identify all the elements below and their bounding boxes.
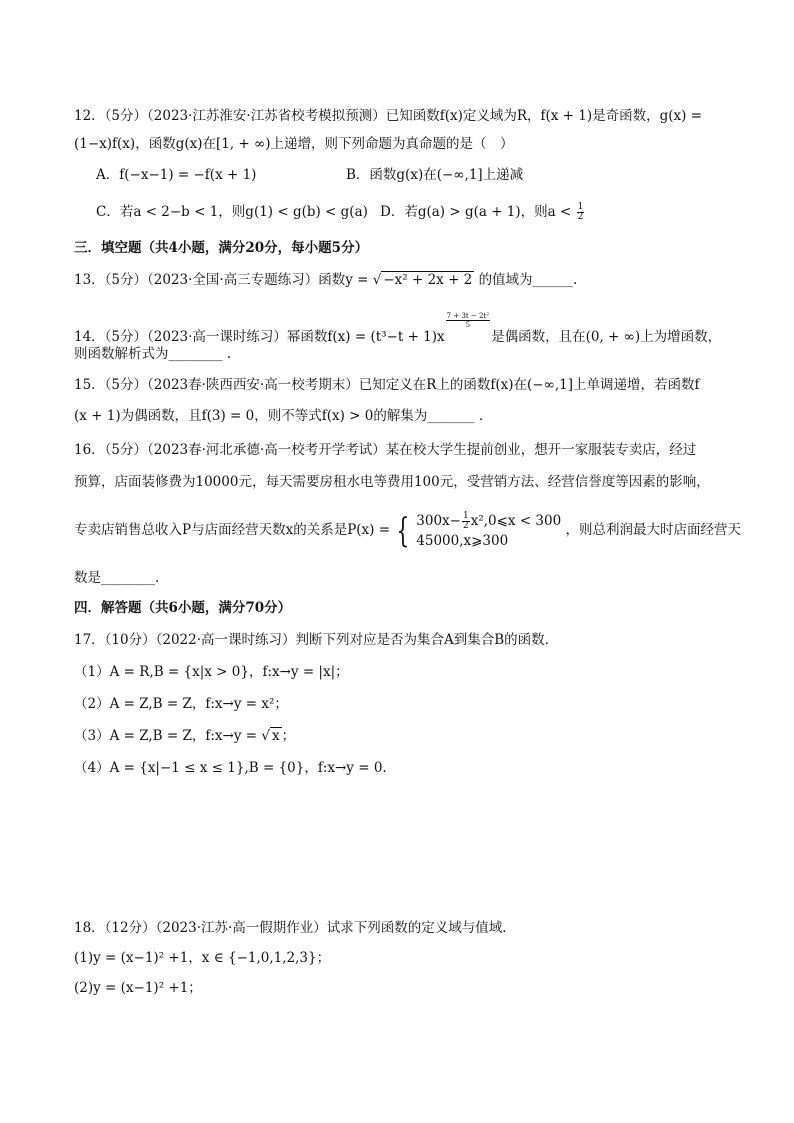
q12-option-b: B．函数g(x)在(−∞,1]上递减 [346, 167, 524, 183]
q16-line3-post: ，则总利润最大时店面经营天 [565, 522, 741, 538]
q15-line1: 15．（5分）（2023春·陕西西安·高一校考期末）已知定义在R上的函数f(x)在(−∞,1]上单调递增，若函数f [74, 377, 700, 393]
q14-line2: 则函数解析式为________ . [74, 346, 232, 362]
q17-part3 [74, 726, 734, 746]
sqrt-icon: √ [372, 272, 382, 288]
q17-part3-post: ； [281, 728, 296, 744]
q18-part1: (1)y = (x−1)² +1，x ∈ {−1,0,1,2,3}； [74, 950, 331, 966]
q17-title: 17．（10分）（2022·高一课时练习）判断下列对应是否为集合A到集合B的函数． [74, 632, 559, 648]
fraction-denominator: 2 [577, 212, 584, 222]
q17-part3-radicand: x [271, 728, 280, 744]
q18-part2: (2)y = (x−1)² +1； [74, 980, 202, 996]
q12-option-c: C．若a < 2−b < 1，则g(1) < g(b) < g(a) [96, 204, 368, 220]
exponent-denominator: 5 [465, 321, 471, 329]
q14 [74, 312, 734, 347]
sqrt-icon: √ [261, 728, 270, 744]
q14-exponent [446, 312, 490, 329]
q16-case1-fraction [462, 512, 470, 531]
q12-option-d-fraction [577, 203, 585, 222]
q15-line2: (x + 1)为偶函数，且f(3) = 0，则不等式f(x) > 0的解集为_______ . [74, 408, 484, 424]
q16-line1: 16．（5分）（2023春·河北承德·高一校考开学考试）某在校大学生提前创业，想开一家服装专卖店，经过 [74, 442, 697, 458]
q16-line3-text: 专卖店销售总收入P与店面经营天数x的关系是P(x) = [74, 522, 391, 538]
q12-line2: (1−x)f(x)，函数g(x)在[1, + ∞)上递增，则下列命题为真命题的是（ ） [74, 136, 514, 152]
q17-part2: （2）A = Z,B = Z，f:x→y = x²； [74, 696, 288, 712]
q14-text-post: 是偶函数，且在(0, + ∞)上为增函数， [491, 329, 722, 345]
q16-case1 [416, 511, 561, 531]
q13-radicand: −x² + 2x + 2 [383, 272, 473, 288]
q12-option-a: A．f(−x−1) = −f(x + 1) [96, 167, 257, 183]
fraction-numerator: 1 [577, 202, 584, 212]
exponent-numerator: 7 + 3t − 2t² [446, 312, 490, 320]
q16-line3 [74, 508, 741, 552]
q16-case1-b: x²,0⩽x < 300 [470, 512, 562, 529]
q17-part1: （1）A = R,B = {x|x > 0}，f:x→y = |x|； [74, 664, 349, 680]
q16-case2: 45000,x⩾300 [416, 532, 509, 549]
section-3-heading: 三．填空题（共4小题，满分20分，每小题5分） [74, 240, 369, 256]
q12-option-d [380, 202, 734, 222]
q17-part3-text: （3）A = Z,B = Z，f:x→y = [74, 728, 258, 744]
fraction-denominator: 2 [462, 520, 469, 531]
q17-part4: （4）A = {x|−1 ≤ x ≤ 1},B = {0}，f:x→y = 0. [74, 760, 387, 776]
q13-text: 13．（5分）（2023·全国·高三专题练习）函数y = [74, 272, 369, 288]
q12-line1: 12．（5分）（2023·江苏淮安·江苏省校考模拟预测）已知函数f(x)定义域为R，f(x + 1)是奇函数，g(x) = [74, 108, 703, 124]
section-4-heading: 四．解答题（共6小题，满分70分） [74, 600, 292, 616]
fraction-numerator: 1 [462, 510, 469, 521]
q18-title: 18．（12分）（2023·江苏·高一假期作业）试求下列函数的定义域与值域． [74, 920, 516, 936]
q12-option-d-text: D．若g(a) > g(a + 1)，则a < [380, 204, 572, 220]
q16-piecewise [416, 511, 561, 551]
q16-case1-a: 300x− [416, 512, 461, 529]
q13 [74, 270, 734, 290]
q16-line4: 数是________. [74, 570, 160, 586]
q16-line2: 预算，店面装修费为10000元，每天需要房租水电等费用100元，受营销方法、经营信誉度等因素的影响， [74, 474, 710, 490]
q14-text: 14．（5分）（2023·高一课时练习）幂函数f(x) = (t³−t + 1)x [74, 329, 445, 345]
left-brace-icon: { [396, 510, 410, 551]
q13-blank: 的值域为______. [478, 272, 578, 288]
